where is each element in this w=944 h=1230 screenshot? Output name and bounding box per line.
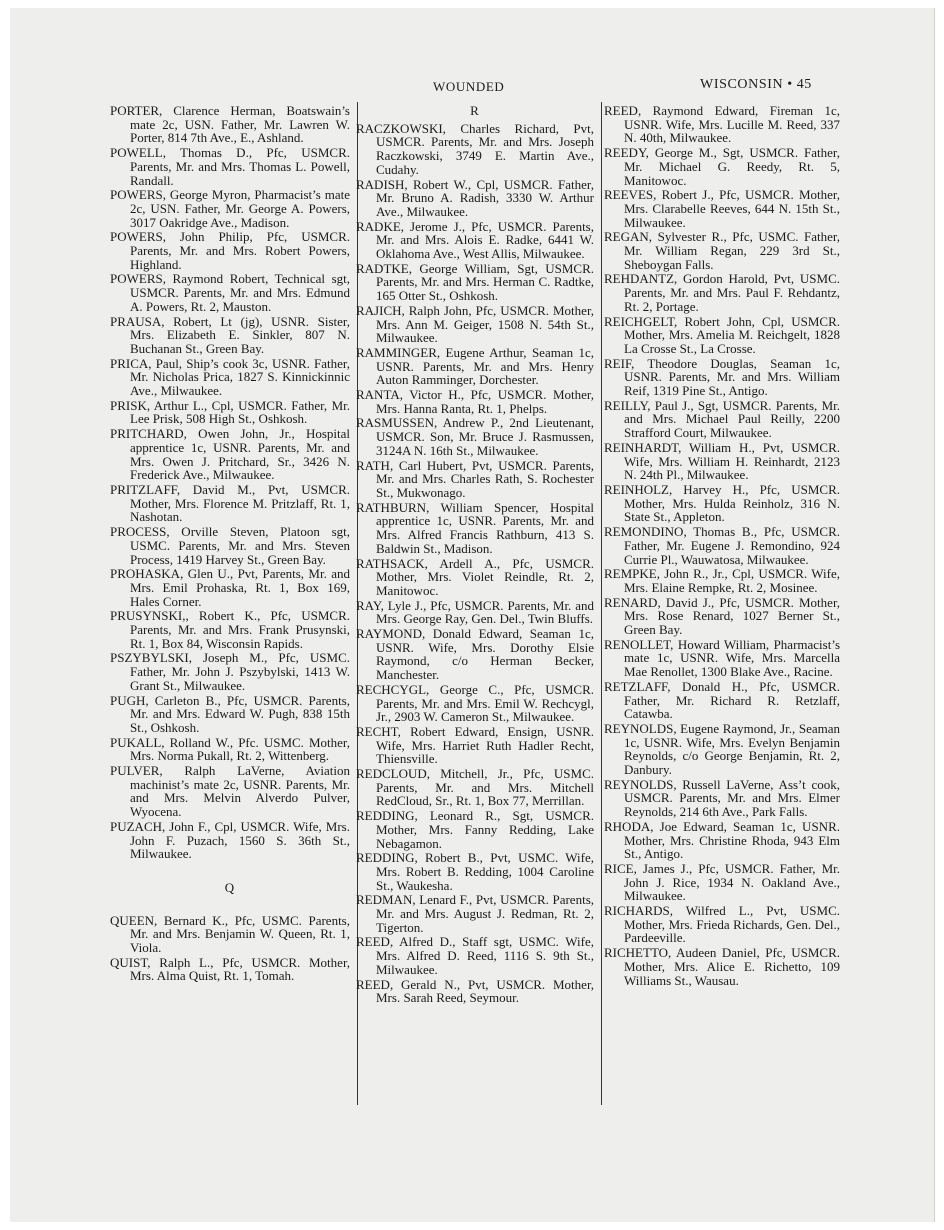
roster-entry: RADISH, Robert W., Cpl, USMCR. Father, Mr. Bruno A. Radish, 3330 W. Arthur Ave., Milwaukee. bbox=[356, 176, 594, 219]
roster-entry: PSZYBYLSKI, Joseph M., Pfc, USMC. Father, Mr. John J. Pszybylski, 1413 W. Grant St., Milwaukee. bbox=[110, 650, 350, 693]
header-bullet: • bbox=[787, 77, 793, 92]
roster-entry: REIF, Theodore Douglas, Seaman 1c, USNR. Parents, Mr. and Mrs. William Reif, 1319 Pine St., Antigo. bbox=[604, 355, 840, 399]
roster-entry: REDMAN, Lenard F., Pvt, USMCR. Parents, Mr. and Mrs. August J. Redman, Rt. 2, Tigerton. bbox=[356, 892, 594, 935]
roster-entry: PORTER, Clarence Herman, Boatswain’s mate 2c, USN. Father, Mr. Lawren W. Porter, 814 7th Ave., E., Ashland. bbox=[110, 103, 350, 146]
roster-entry: REDCLOUD, Mitchell, Jr., Pfc, USMC. Parents, Mr. and Mrs. Mitchell RedCloud, Sr., Rt. 1, Box 77, Merrillan. bbox=[356, 766, 594, 809]
roster-entry: REGAN, Sylvester R., Pfc, USMC. Father, Mr. William Regan, 229 3rd St., Sheboygan Falls. bbox=[604, 229, 840, 272]
roster-entry: RETZLAFF, Donald H., Pfc, USMCR. Father, Mr. Richard R. Retzlaff, Catawba. bbox=[604, 678, 840, 722]
roster-entry: RECHT, Robert Edward, Ensign, USNR. Wife, Mrs. Harriet Ruth Hadler Recht, Thiensville. bbox=[356, 723, 594, 767]
roster-entry: RATH, Carl Hubert, Pvt, USMCR. Parents, Mr. and Mrs. Charles Rath, S. Rochester St., Mukwonago. bbox=[356, 457, 594, 500]
page-header bbox=[0, 77, 944, 97]
roster-entry: PULVER, Ralph LaVerne, Aviation machinist’s mate 2c, USNR. Parents, Mr. and Mrs. Melvin Alverdo Pulver, Wyocena. bbox=[110, 763, 350, 820]
roster-entry: RAY, Lyle J., Pfc, USMCR. Parents, Mr. and Mrs. George Ray, Gen. Del., Twin Bluffs. bbox=[356, 597, 594, 627]
roster-entry: RECHCYGL, George C., Pfc, USMCR. Parents, Mr. and Mrs. Emil W. Rechcygl, Jr., 2903 W. Cameron St., Milwaukee. bbox=[356, 681, 594, 725]
roster-entry: REILLY, Paul J., Sgt, USMCR. Parents, Mr. and Mrs. Michael Paul Reilly, 2200 Strafford Court, Milwaukee. bbox=[604, 397, 840, 441]
column-2 bbox=[356, 104, 594, 1006]
section-letter: Q bbox=[224, 879, 236, 895]
roster-entry: POWERS, Raymond Robert, Technical sgt, USMCR. Parents, Mr. and Mrs. Edmund A. Powers, Rt. 2, Mauston. bbox=[110, 271, 350, 314]
roster-entry: RAJICH, Ralph John, Pfc, USMCR. Mother, Mrs. Ann M. Geiger, 1508 N. 54th St., Milwaukee. bbox=[356, 302, 594, 346]
roster-entry: PRITZLAFF, David M., Pvt, USMCR. Mother, Mrs. Florence M. Pritzlaff, Rt. 1, Nashotan. bbox=[110, 481, 350, 525]
roster-entry: RANTA, Victor H., Pfc, USMCR. Mother, Mrs. Hanna Ranta, Rt. 1, Phelps. bbox=[356, 387, 594, 416]
roster-entry: RENARD, David J., Pfc, USMCR. Mother, Mrs. Rose Renard, 1027 Berner St., Green Bay. bbox=[604, 594, 840, 638]
roster-entry: RAYMOND, Donald Edward, Seaman 1c, USNR. Wife, Mrs. Dorothy Elsie Raymond, c/o Herman Becker, Manchester. bbox=[356, 626, 594, 683]
roster-entry: RENOLLET, Howard William, Pharmacist’s mate 1c, USNR. Wife, Mrs. Marcella Mae Renollet, 1300 Blake Ave., Racine. bbox=[604, 636, 840, 680]
section-letter: R bbox=[470, 103, 480, 118]
roster-entry: PRISK, Arthur L., Cpl, USMCR. Father, Mr. Lee Prisk, 508 High St., Oshkosh. bbox=[110, 397, 350, 427]
roster-entry: PRAUSA, Robert, Lt (jg), USNR. Sister, Mrs. Elizabeth E. Sinkler, 807 N. Buchanan St., Green Bay. bbox=[110, 313, 350, 356]
roster-entry: RICHARDS, Wilfred L., Pvt, USMC. Mother, Mrs. Frieda Richards, Gen. Del., Pardeeville. bbox=[604, 903, 840, 946]
roster-entry: REINHARDT, William H., Pvt, USMCR. Wife, Mrs. William H. Reinhardt, 2123 N. 24th Pl., Milwaukee. bbox=[604, 439, 840, 483]
roster-entry: RASMUSSEN, Andrew P., 2nd Lieutenant, USMCR. Son, Mr. Bruce J. Rasmussen, 3124A N. 16th St., Milwaukee. bbox=[356, 415, 594, 458]
column-3 bbox=[604, 104, 840, 988]
roster-entry: RATHBURN, William Spencer, Hospital apprentice 1c, USNR. Parents, Mr. and Mrs. Alfred Francis Rathburn, 413 S. Baldwin St., Madison. bbox=[356, 499, 594, 556]
roster-entry: RICE, James J., Pfc, USMCR. Father, Mr. John J. Rice, 1934 N. Oakland Ave., Milwaukee. bbox=[604, 860, 840, 904]
roster-entry: PUGH, Carleton B., Pfc, USMCR. Parents, Mr. and Mrs. Edward W. Pugh, 838 15th St., Oshkosh. bbox=[110, 692, 350, 735]
roster-entry: REEVES, Robert J., Pfc, USMCR. Mother, Mrs. Clarabelle Reeves, 644 N. 15th St., Milwaukee. bbox=[604, 187, 840, 230]
roster-entry: QUEEN, Bernard K., Pfc, USMC. Parents, Mr. and Mrs. Benjamin W. Queen, Rt. 1, Viola. bbox=[110, 912, 350, 956]
page-number: 45 bbox=[796, 77, 812, 92]
roster-entry: PRICA, Paul, Ship’s cook 3c, USNR. Father, Mr. Nicholas Prica, 1827 S. Kinnickinnic Ave., Milwaukee. bbox=[110, 355, 350, 399]
roster-entry: RHODA, Joe Edward, Seaman 1c, USNR. Mother, Mrs. Christine Rhoda, 943 Elm St., Antigo. bbox=[604, 818, 840, 862]
roster-entry: REYNOLDS, Russell LaVerne, Ass’t cook, USMCR. Parents, Mr. and Mrs. Elmer Reynolds, 214 6th Ave., Park Falls. bbox=[604, 776, 840, 820]
roster-entry: RACZKOWSKI, Charles Richard, Pvt, USMCR. Parents, Mr. and Mrs. Joseph Raczkowski, 3749 E. Martin Ave., Cudahy. bbox=[356, 120, 594, 177]
roster-entry: RATHSACK, Ardell A., Pfc, USMCR. Mother, Mrs. Violet Reindle, Rt. 2, Manitowoc. bbox=[356, 555, 594, 598]
roster-entry: PUKALL, Rolland W., Pfc. USMC. Mother, Mrs. Norma Pukall, Rt. 2, Wittenberg. bbox=[110, 734, 350, 764]
roster-entry: POWERS, George Myron, Pharmacist’s mate 2c, USN. Father, Mr. George A. Powers, 3017 Oakridge Ave., Madison. bbox=[110, 187, 350, 230]
roster-entry: REYNOLDS, Eugene Raymond, Jr., Seaman 1c, USNR. Wife, Mrs. Evelyn Benjamin Reynolds, c/o George Benjamin, Rt. 2, Danbury. bbox=[604, 720, 840, 778]
roster-entry: PRITCHARD, Owen John, Jr., Hospital apprentice 1c, USNR. Parents, Mr. and Mrs. Owen J. Pritchard, Sr., 3426 N. Frederick Ave., Milwaukee. bbox=[110, 426, 350, 483]
roster-entry: REDDING, Robert B., Pvt, USMC. Wife, Mrs. Robert B. Redding, 1004 Caroline St., Waukesha. bbox=[356, 850, 594, 893]
roster-entry: REINHOLZ, Harvey H., Pfc, USMCR. Mother, Mrs. Hulda Reinholz, 316 N. State St., Appleton. bbox=[604, 481, 840, 525]
roster-entry: POWELL, Thomas D., Pfc, USMCR. Parents, Mr. and Mrs. Thomas L. Powell, Randall. bbox=[110, 145, 350, 188]
roster-entry: RADKE, Jerome J., Pfc, USMCR. Parents, Mr. and Mrs. Alois E. Radke, 6441 W. Oklahoma Ave., West Allis, Milwaukee. bbox=[356, 218, 594, 262]
roster-entry: QUIST, Ralph L., Pfc, USMCR. Mother, Mrs. Alma Quist, Rt. 1, Tomah. bbox=[110, 954, 350, 984]
running-head-right bbox=[700, 77, 812, 93]
running-head-section: WOUNDED bbox=[433, 79, 505, 94]
roster-entry: REED, Alfred D., Staff sgt, USMC. Wife, Mrs. Alfred D. Reed, 1116 S. 9th St., Milwaukee. bbox=[356, 934, 594, 977]
roster-entry: REICHGELT, Robert John, Cpl, USMCR. Mother, Mrs. Amelia M. Reichgelt, 1828 La Crosse St., La Crosse. bbox=[604, 313, 840, 356]
roster-entry: REDDING, Leonard R., Sgt, USMCR. Mother, Mrs. Fanny Redding, Lake Nebagamon. bbox=[356, 808, 594, 851]
running-head-state: WISCONSIN bbox=[700, 77, 784, 92]
roster-entry: REED, Raymond Edward, Fireman 1c, USNR. Wife, Mrs. Lucille M. Reed, 337 N. 40th, Milwaukee. bbox=[604, 103, 840, 146]
roster-entry: POWERS, John Philip, Pfc, USMCR. Parents, Mr. and Mrs. Robert Powers, Highland. bbox=[110, 229, 350, 272]
roster-entry: PRUSYNSKI,, Robert K., Pfc, USMCR. Parents, Mr. and Mrs. Frank Prusynski, Rt. 1, Box 84, Wisconsin Rapids. bbox=[110, 608, 350, 651]
roster-entry: RADTKE, George William, Sgt, USMCR. Parents, Mr. and Mrs. Herman C. Radtke, 165 Otter St., Oshkosh. bbox=[356, 260, 594, 304]
roster-entry: REMPKE, John R., Jr., Cpl, USMCR. Wife, Mrs. Elaine Rempke, Rt. 2, Mosinee. bbox=[604, 566, 840, 595]
column-1 bbox=[110, 104, 350, 984]
column-rule bbox=[601, 102, 602, 1105]
roster-entry: PROCESS, Orville Steven, Platoon sgt, USMC. Parents, Mr. and Mrs. Steven Process, 1419 Harvey St., Green Bay. bbox=[110, 524, 350, 567]
roster-entry: REMONDINO, Thomas B., Pfc, USMCR. Father, Mr. Eugene J. Remondino, 924 Currie Pl., Wauwatosa, Milwaukee. bbox=[604, 524, 840, 567]
roster-entry: PROHASKA, Glen U., Pvt, Parents, Mr. and Mrs. Emil Prohaska, Rt. 1, Box 169, Hales Corner. bbox=[110, 566, 350, 609]
roster-entry: REEDY, George M., Sgt, USMCR. Father, Mr. Michael G. Reedy, Rt. 5, Manitowoc. bbox=[604, 145, 840, 188]
roster-entry: PUZACH, John F., Cpl, USMCR. Wife, Mrs. John F. Puzach, 1560 S. 36th St., Milwaukee. bbox=[110, 818, 350, 862]
roster-entry: REED, Gerald N., Pvt, USMCR. Mother, Mrs. Sarah Reed, Seymour. bbox=[356, 976, 594, 1006]
roster-entry: RAMMINGER, Eugene Arthur, Seaman 1c, USNR. Parents, Mr. and Mrs. Henry Auton Ramminger, Dorchester. bbox=[356, 344, 594, 388]
roster-entry: REHDANTZ, Gordon Harold, Pvt, USMC. Parents, Mr. and Mrs. Paul F. Rehdantz, Rt. 2, Portage. bbox=[604, 271, 840, 314]
roster-entry: RICHETTO, Audeen Daniel, Pfc, USMCR. Mother, Mrs. Alice E. Richetto, 109 Williams St., Wausau. bbox=[604, 945, 840, 988]
